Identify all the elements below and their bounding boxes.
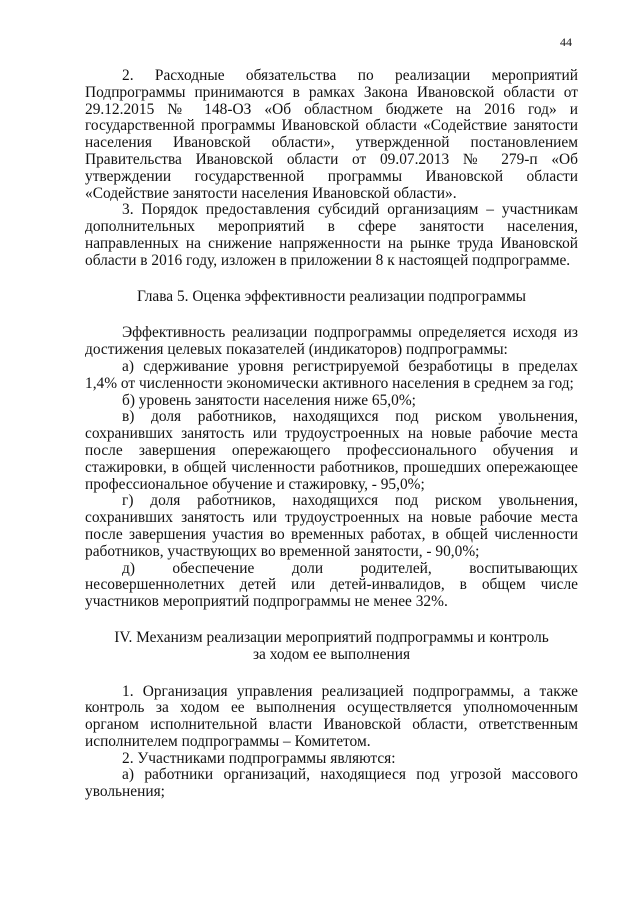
paragraph-management-organization: 1. Организация управления реализацией подпрограммы, а также контроль за ходом ее выполнения осуществляется уполномоченным органом исполнительной власти Ивановской области, ответственным исполнителем подпрограммы – Комитетом. [85, 682, 578, 750]
participant-item-a: а) работники организаций, находящиеся под угрозой массового увольнения; [85, 766, 578, 801]
indicator-item-a: а) сдерживание уровня регистрируемой безработицы в пределах 1,4% от численности экономически активного населения в среднем за год; [85, 357, 578, 392]
indicator-item-v: в) доля работников, находящихся под риском увольнения, сохранивших занятость или трудоустроенных на новые рабочие места после завершения опережающего профессионального обучения и стажировки, в общей численности работников, прошедших опережающее профессиональное обучение и стажировку, - 95,0%; [85, 408, 578, 493]
paragraph-participants-intro: 2. Участниками подпрограммы являются: [122, 749, 396, 767]
section4-title-line1: IV. Механизм реализации мероприятий подпрограммы и контроль [114, 628, 549, 646]
indicator-item-d: д) обеспечение доли родителей, воспитывающих несовершеннолетних детей или детей-инвалидов, в общем числе участников мероприятий подпрограммы не менее 32%. [85, 559, 578, 611]
indicator-item-b: б) уровень занятости населения ниже 65,0%; [122, 391, 416, 409]
paragraph-efficiency-intro: Эффективность реализации подпрограммы определяется исходя из достижения целевых показателей (индикаторов) подпрограммы: [85, 324, 578, 359]
page-number: 44 [560, 35, 572, 49]
indicator-item-g: г) доля работников, находящихся под риском увольнения, сохранивших занятость или трудоустроенных на новые рабочие места после завершения участия во временных работах, в общей численности работников, участвующих во временной занятости, - 90,0%; [85, 492, 578, 560]
chapter5-title: Глава 5. Оценка эффективности реализации подпрограммы [136, 287, 527, 305]
paragraph-expenditure-obligations: 2. Расходные обязательства по реализации мероприятий Подпрограммы принимаются в рамках Закона Ивановской области от 29.12.2015 № 148-ОЗ «Об областном бюджете на 2016 год» и государственной программы Ивановской области «Содействие занятости населения Ивановской области», утвержденной постановлением Правительства Ивановской области от 09.07.2013 № 279-п «Об утверждении государственной программы Ивановской области «Содействие занятости населения Ивановской области». [85, 67, 578, 202]
section4-title-line2: за ходом ее выполнения [252, 645, 411, 663]
section4-title [85, 630, 578, 664]
paragraph-subsidy-procedure: 3. Порядок предоставления субсидий организациям – участникам дополнительных мероприятий в сфере занятости населения, направленных на снижение напряженности на рынке труда Ивановской области в 2016 году, изложен в приложении 8 к настоящей подпрограмме. [85, 201, 578, 269]
page-content [85, 68, 578, 801]
